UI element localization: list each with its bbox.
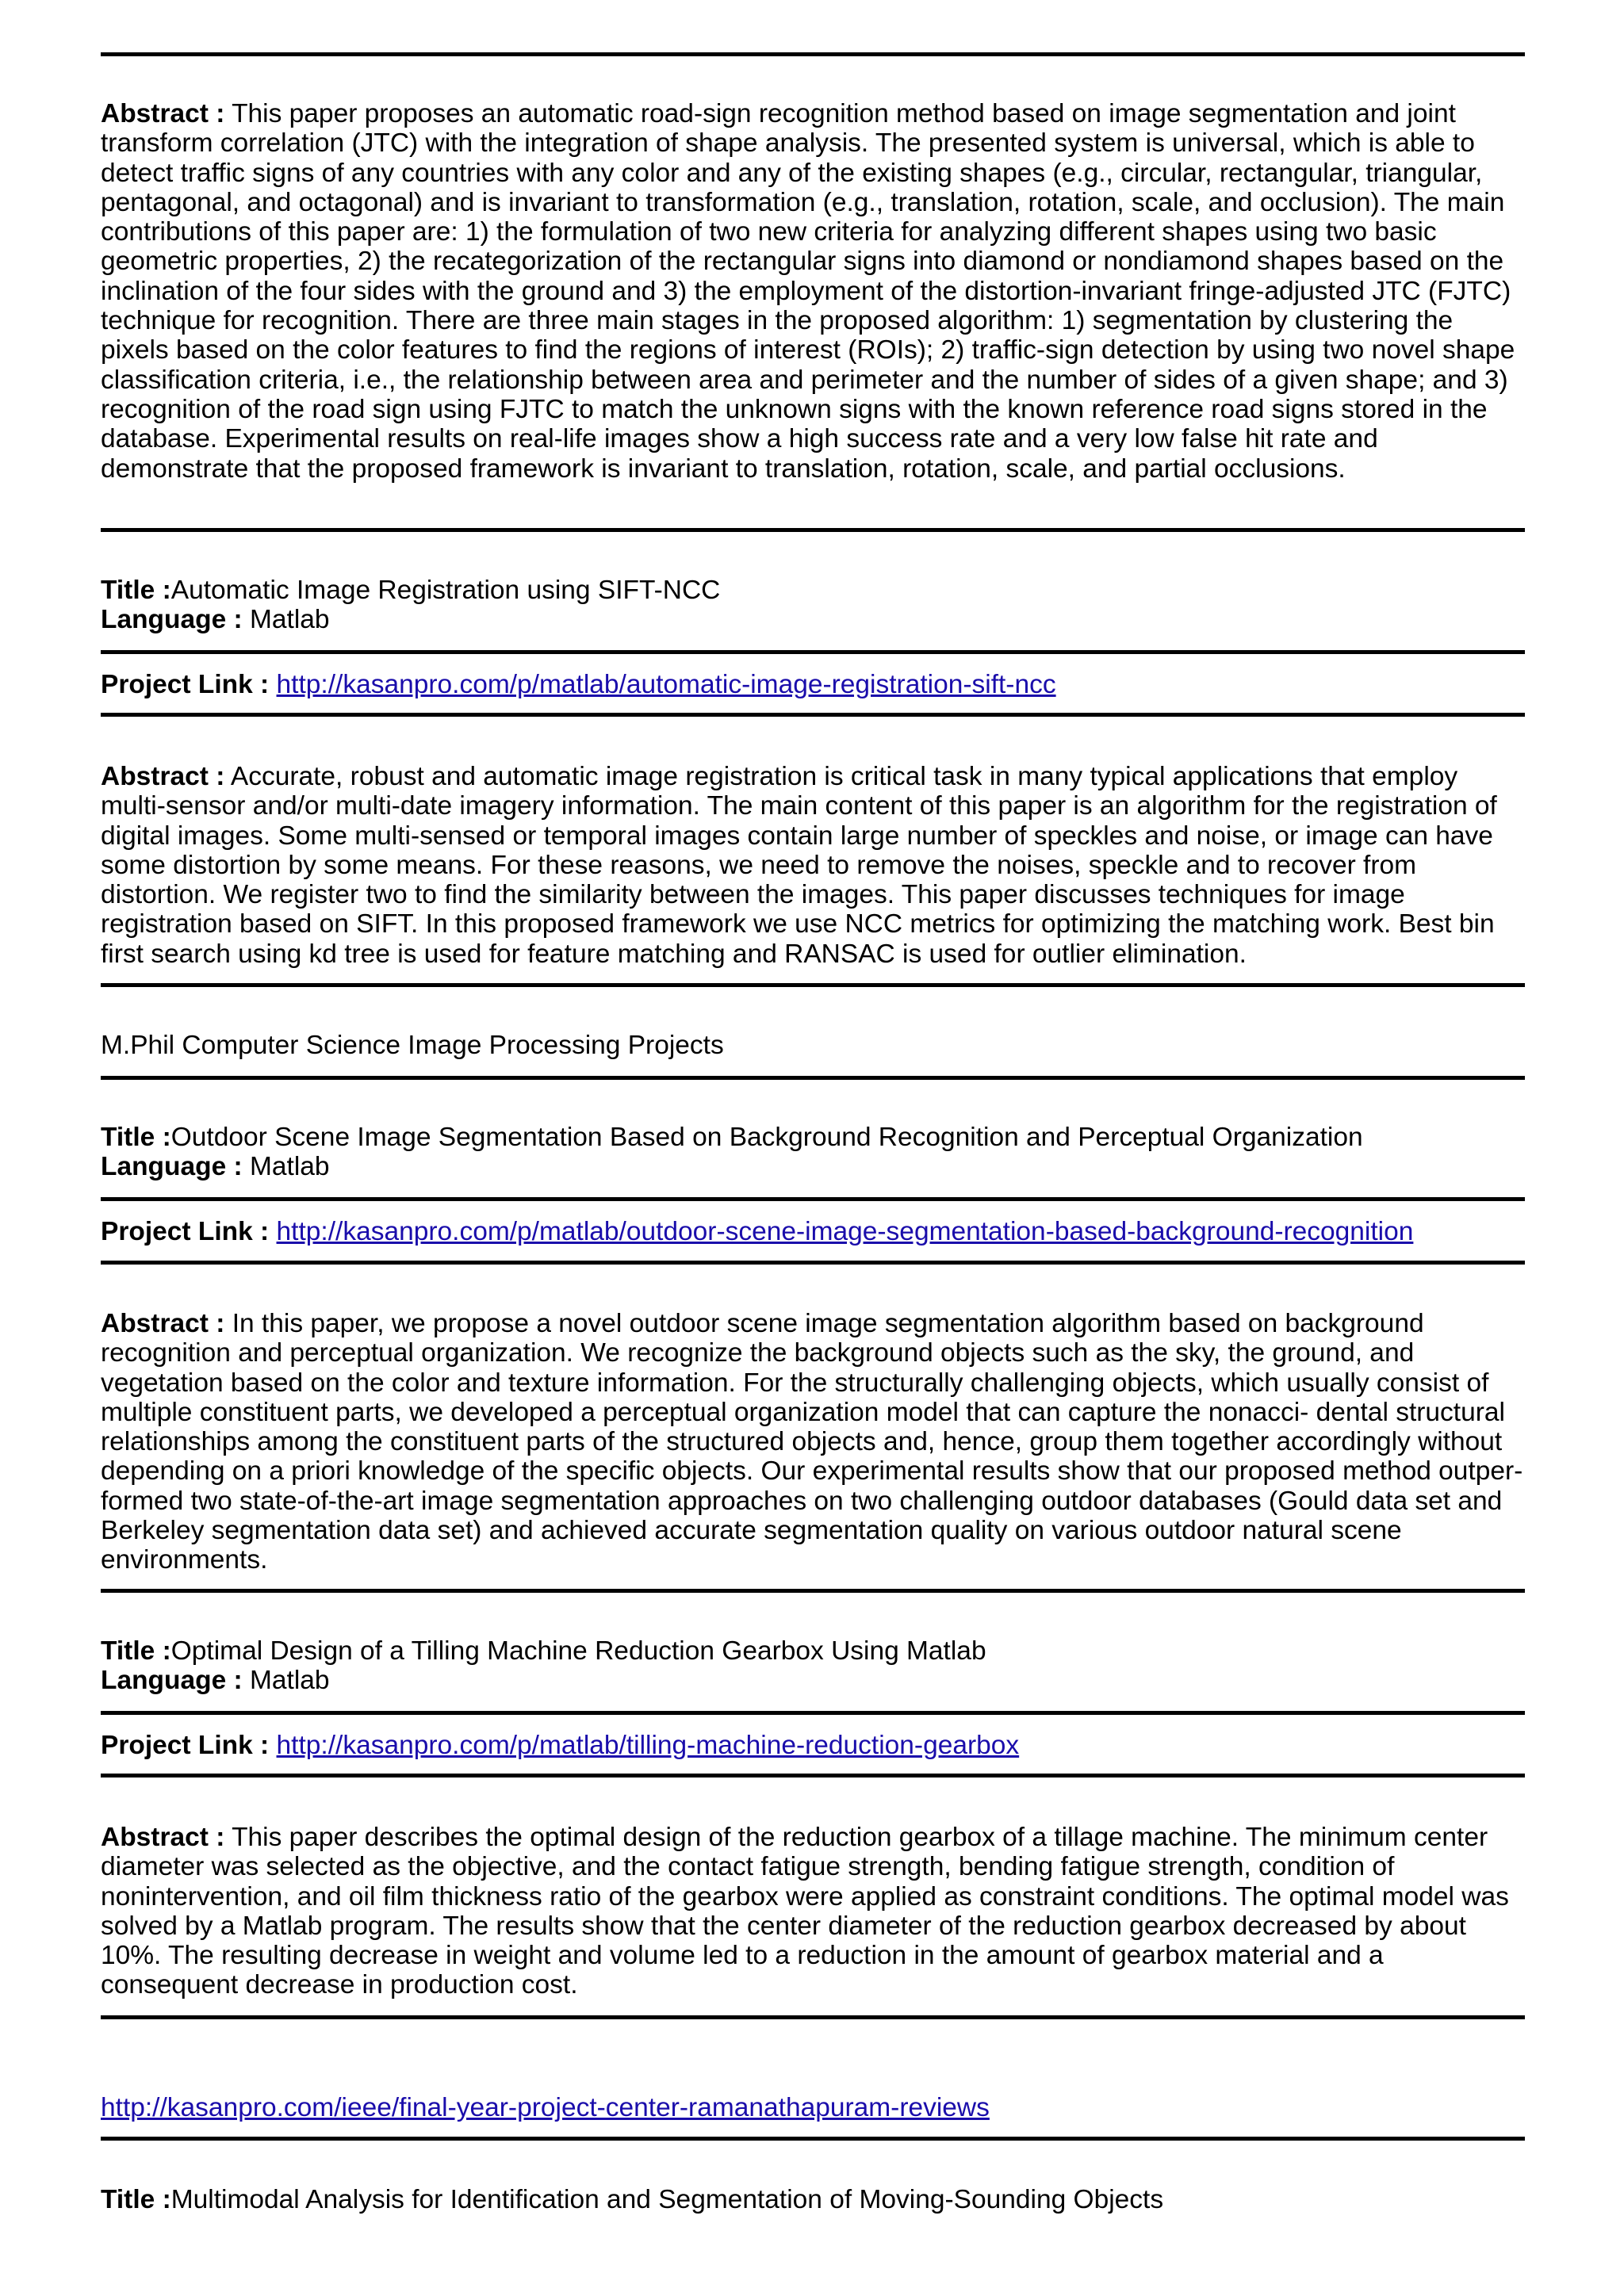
divider bbox=[101, 983, 1525, 987]
section-heading-text: M.Phil Computer Science Image Processing Projects bbox=[101, 1031, 724, 1060]
title-line bbox=[101, 576, 1525, 605]
divider bbox=[101, 1589, 1525, 1593]
project-link[interactable]: http://kasanpro.com/p/matlab/outdoor-scene-image-segmentation-based-background-recognition bbox=[276, 1217, 1414, 1246]
project-link-label: Project Link : bbox=[101, 670, 270, 699]
project-link-label: Project Link : bbox=[101, 1731, 270, 1760]
abstract-label: Abstract : bbox=[101, 1309, 225, 1338]
abstract-label: Abstract : bbox=[101, 99, 225, 128]
title-label: Title : bbox=[101, 1123, 171, 1152]
project-title: Optimal Design of a Tilling Machine Reduction Gearbox Using Matlab bbox=[170, 1636, 986, 1666]
project-link-line bbox=[101, 1217, 1525, 1246]
project-link-line bbox=[101, 670, 1525, 699]
divider bbox=[101, 1261, 1525, 1265]
abstract-block bbox=[101, 1309, 1525, 1575]
project-title: Automatic Image Registration using SIFT-NCC bbox=[170, 576, 721, 605]
language-line bbox=[101, 1666, 1525, 1695]
language-line bbox=[101, 605, 1525, 634]
standalone-link-line bbox=[101, 2093, 1525, 2122]
language-label: Language : bbox=[101, 605, 243, 635]
title-line bbox=[101, 1636, 1525, 1666]
project-title: Outdoor Scene Image Segmentation Based on Background Recognition and Perceptual Organization bbox=[170, 1123, 1363, 1152]
title-label: Title : bbox=[101, 2185, 171, 2214]
divider bbox=[101, 1197, 1525, 1201]
abstract-block bbox=[101, 762, 1525, 969]
project-link-label: Project Link : bbox=[101, 1217, 270, 1246]
divider bbox=[101, 713, 1525, 717]
abstract-text: This paper describes the optimal design of the reduction gearbox of a tillage machine. The minimum center diameter was selected as the objective, and the contact fatigue strength, bending fatigue strength, condition of nonintervention, and oil film thickness ratio of the gearbox were applied as constraint conditions. The optimal model was solved by a Matlab program. The results show that the center diameter of the reduction gearbox decreased by about 10%. The resulting decrease in weight and volume led to a reduction in the amount of gearbox material and a consequent decrease in production cost. bbox=[101, 1823, 1509, 2000]
title-label: Title : bbox=[101, 576, 171, 605]
divider bbox=[101, 528, 1525, 532]
divider bbox=[101, 2137, 1525, 2141]
title-line bbox=[101, 1123, 1525, 1152]
divider bbox=[101, 1076, 1525, 1080]
project-link-line bbox=[101, 1731, 1525, 1760]
language-label: Language : bbox=[101, 1666, 243, 1696]
divider bbox=[101, 650, 1525, 654]
abstract-label: Abstract : bbox=[101, 1823, 225, 1852]
language-value: Matlab bbox=[250, 605, 330, 635]
language-value: Matlab bbox=[250, 1666, 330, 1696]
section-heading bbox=[101, 1031, 1525, 1060]
language-label: Language : bbox=[101, 1152, 243, 1182]
project-header bbox=[101, 1123, 1525, 1182]
title-line bbox=[101, 2185, 1525, 2214]
abstract-text: Accurate, robust and automatic image registration is critical task in many typical applications that employ multi-sensor and/or multi-date imagery information. The main content of this paper is an algorithm for the registration of digital images. Some multi-sensed or temporal images contain large number of speckles and noise, or image can have some distortion by some means. For these reasons, we need to remove the noises, speckle and to recover from distortion. We register two to find the similarity between the images. This paper discusses techniques for image registration based on SIFT. In this proposed framework we use NCC metrics for optimizing the matching work. Best bin first search using kd tree is used for feature matching and RANSAC is used for outlier elimination. bbox=[101, 762, 1497, 969]
language-line bbox=[101, 1152, 1525, 1181]
abstract-block bbox=[101, 99, 1525, 484]
project-header bbox=[101, 1636, 1525, 1696]
language-value: Matlab bbox=[250, 1152, 330, 1182]
divider bbox=[101, 1711, 1525, 1715]
divider bbox=[101, 1774, 1525, 1777]
project-header bbox=[101, 2185, 1525, 2214]
title-label: Title : bbox=[101, 1636, 171, 1666]
abstract-text: In this paper, we propose a novel outdoor scene image segmentation algorithm based on background recognition and perceptual organization. We recognize the background objects such as the sky, the ground, and vegetation based on the color and texture information. For the structurally challenging objects, which usually consist of multiple constituent parts, we developed a perceptual organization model that can capture the nonacci- dental structural relationships among the constituent parts of the structured objects and, hence, group them together accordingly without depending on a priori knowledge of the specific objects. Our experimental results show that our proposed method outper- formed two state-of-the-art image segmentation approaches on two challenging outdoor databases (Gould data set and Berkeley segmentation data set) and achieved accurate segmentation quality on various outdoor natural scene environments. bbox=[101, 1309, 1523, 1575]
abstract-label: Abstract : bbox=[101, 762, 225, 791]
project-header bbox=[101, 576, 1525, 635]
abstract-block bbox=[101, 1823, 1525, 2000]
abstract-text: This paper proposes an automatic road-sign recognition method based on image segmentation and joint transform correlation (JTC) with the integration of shape analysis. The presented system is universal, which is able to detect traffic signs of any countries with any color and any of the existing shapes (e.g., circular, rectangular, triangular, pentagonal, and octagonal) and is invariant to transformation (e.g., translation, rotation, scale, and occlusion). The main contributions of this paper are: 1) the formulation of two new criteria for analyzing different shapes using two basic geometric properties, 2) the recategorization of the rectangular signs into diamond or nondiamond shapes based on the inclination of the four sides with the ground and 3) the employment of the distortion-invariant fringe-adjusted JTC (FJTC) technique for recognition. There are three main stages in the proposed algorithm: 1) segmentation by clustering the pixels based on the color features to find the regions of interest (ROIs); 2) traffic-sign detection by using two novel shape classification criteria, i.e., the relationship between area and perimeter and the number of sides of a given shape; and 3) recognition of the road sign using FJTC to match the unknown signs with the known reference road signs stored in the database. Experimental results on real-life images show a high success rate and a very low false hit rate and demonstrate that the proposed framework is invariant to translation, rotation, scale, and partial occlusions. bbox=[101, 99, 1515, 484]
reviews-link[interactable]: http://kasanpro.com/ieee/final-year-project-center-ramanathapuram-reviews bbox=[101, 2093, 990, 2122]
divider bbox=[101, 52, 1525, 56]
project-title: Multimodal Analysis for Identification and Segmentation of Moving-Sounding Objects bbox=[170, 2185, 1164, 2214]
divider bbox=[101, 2015, 1525, 2019]
project-link[interactable]: http://kasanpro.com/p/matlab/automatic-image-registration-sift-ncc bbox=[276, 670, 1056, 699]
project-link[interactable]: http://kasanpro.com/p/matlab/tilling-machine-reduction-gearbox bbox=[276, 1731, 1020, 1760]
